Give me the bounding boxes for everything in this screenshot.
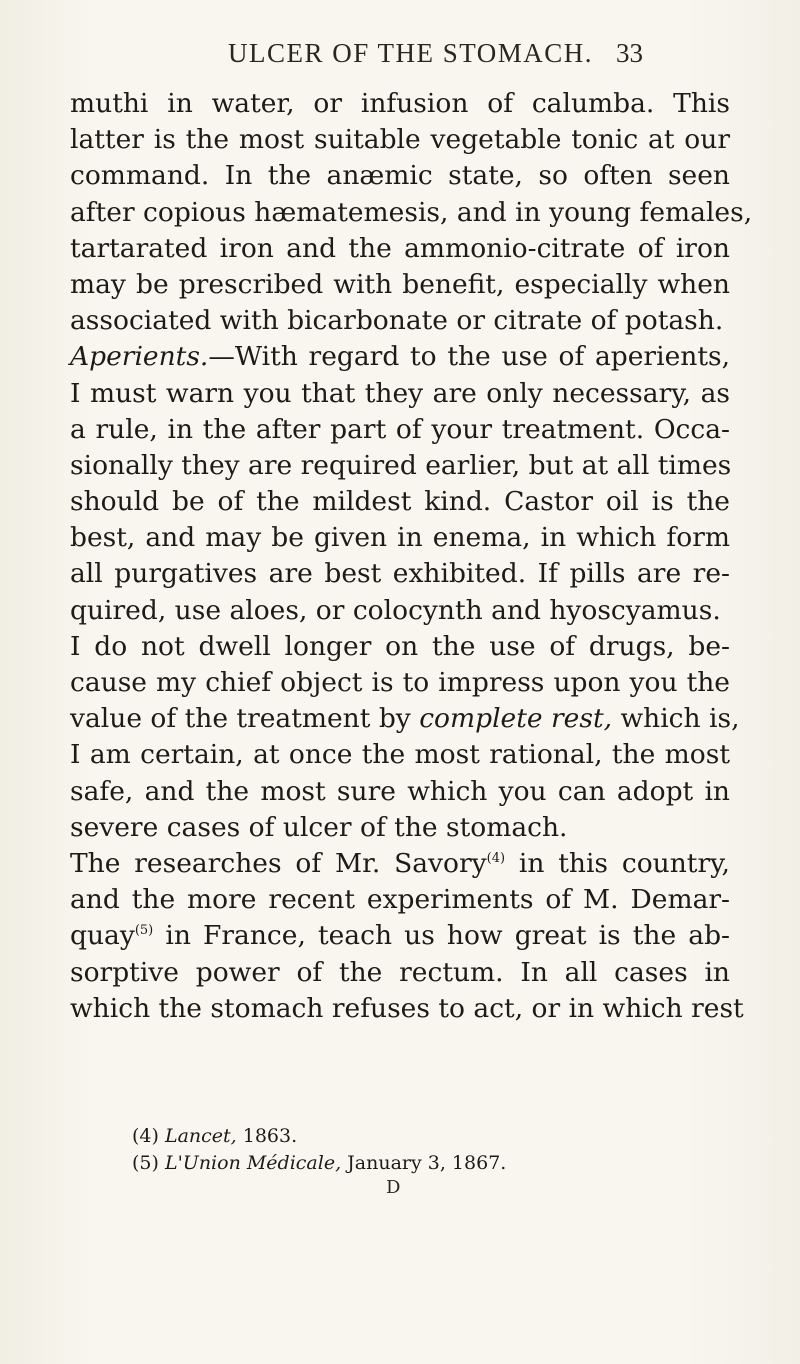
text-segment: should be of the mildest kind. Castor oil is the [70, 486, 730, 518]
text-segment: sorptive power of the rectum. In all cases in [70, 956, 730, 988]
footnote [132, 1150, 732, 1177]
text-segment: all purgatives are best exhibited. If pills are re- [70, 558, 730, 590]
signature-letter: D [386, 1177, 401, 1198]
text-line [70, 810, 730, 846]
text-segment: associated with bicarbonate or citrate of potash. [70, 305, 724, 337]
text-segment: which the stomach refuses to act, or in which rest [70, 992, 744, 1024]
text-segment: which is, [612, 703, 740, 735]
text-segment: sionally they are required earlier, but at all times [70, 449, 732, 481]
text-line [70, 955, 730, 991]
text-line [70, 195, 753, 231]
text-segment: cause my chief object is to impress upon you the [70, 667, 730, 698]
text-segment: command. In the anæmic state, so often seen [70, 160, 730, 192]
text-segment: I am certain, at once the most rational, the most [70, 739, 730, 771]
text-line [70, 991, 744, 1027]
text-segment: safe, and the most sure which you can adopt in [70, 775, 730, 807]
text-segment: severe cases of ulcer of the stomach. [70, 811, 568, 843]
footnote-detail: January 3, 1867. [341, 1152, 507, 1174]
text-line [70, 122, 730, 158]
text-line [70, 339, 730, 375]
text-segment: tartarated iron and the ammonio-citrate of iron [70, 232, 730, 264]
footnote-number: (4) [132, 1125, 159, 1147]
text-line [70, 267, 730, 303]
footnote-number: (5) [132, 1152, 159, 1174]
text-line [70, 86, 730, 122]
italic-term: complete rest, [419, 703, 613, 735]
text-line [70, 303, 730, 339]
running-head [0, 38, 800, 78]
text-line [70, 158, 730, 194]
signature-mark [0, 1177, 800, 1205]
text-segment: muthi in water, or infusion of calumba. This [70, 88, 730, 119]
text-segment: and the more recent experiments of M. Demar- [70, 884, 730, 916]
text-line [70, 593, 730, 629]
text-segment: may be prescribed with benefit, especially when [70, 268, 730, 300]
text-segment: in France, teach us how great is the ab- [153, 920, 730, 952]
text-line [70, 448, 730, 484]
text-segment: a rule, in the after part of your treatment. Occa- [70, 413, 730, 445]
text-segment: latter is the most suitable vegetable tonic at our [70, 124, 730, 156]
text-line [70, 629, 730, 665]
page-number: 33 [616, 38, 643, 68]
text-line [70, 665, 730, 701]
text-line [70, 737, 730, 773]
footnote-source: L'Union Médicale, [164, 1152, 342, 1174]
text-segment: quired, use aloes, or colocynth and hyoscyamus. [70, 594, 721, 626]
text-line [70, 484, 730, 520]
text-line [70, 412, 730, 448]
text-line [70, 882, 730, 918]
footnote-source: Lancet, [164, 1125, 237, 1147]
text-line [70, 701, 740, 737]
text-segment: The researches of Mr. Savory [70, 847, 487, 879]
text-line [70, 556, 730, 592]
text-segment: I do not dwell longer on the use of drugs, be- [70, 630, 730, 662]
running-title: ULCER OF THE STOMACH. [228, 38, 594, 68]
body-text [70, 86, 753, 1027]
text-segment: after copious hæmatemesis, and in young females, [70, 196, 753, 228]
text-segment: value of the treatment by [70, 703, 420, 735]
text-line [70, 231, 730, 267]
text-segment: I must warn you that they are only necessary, as [70, 377, 730, 409]
text-segment: quay [70, 920, 135, 952]
footnote [132, 1123, 732, 1150]
text-line [70, 846, 730, 882]
text-line [70, 774, 730, 810]
footnote-reference: (5) [134, 923, 154, 939]
italic-term: Aperients. [70, 341, 209, 373]
text-line [70, 376, 730, 412]
text-segment: —With regard to the use of aperients, [208, 341, 730, 373]
text-line [70, 918, 730, 954]
footnotes [132, 1123, 732, 1177]
text-segment: best, and may be given in enema, in which form [70, 522, 730, 554]
text-line [70, 520, 730, 556]
footnote-detail: 1863. [236, 1125, 298, 1147]
footnote-reference: (4) [486, 850, 506, 866]
text-segment: in this country, [505, 847, 730, 879]
